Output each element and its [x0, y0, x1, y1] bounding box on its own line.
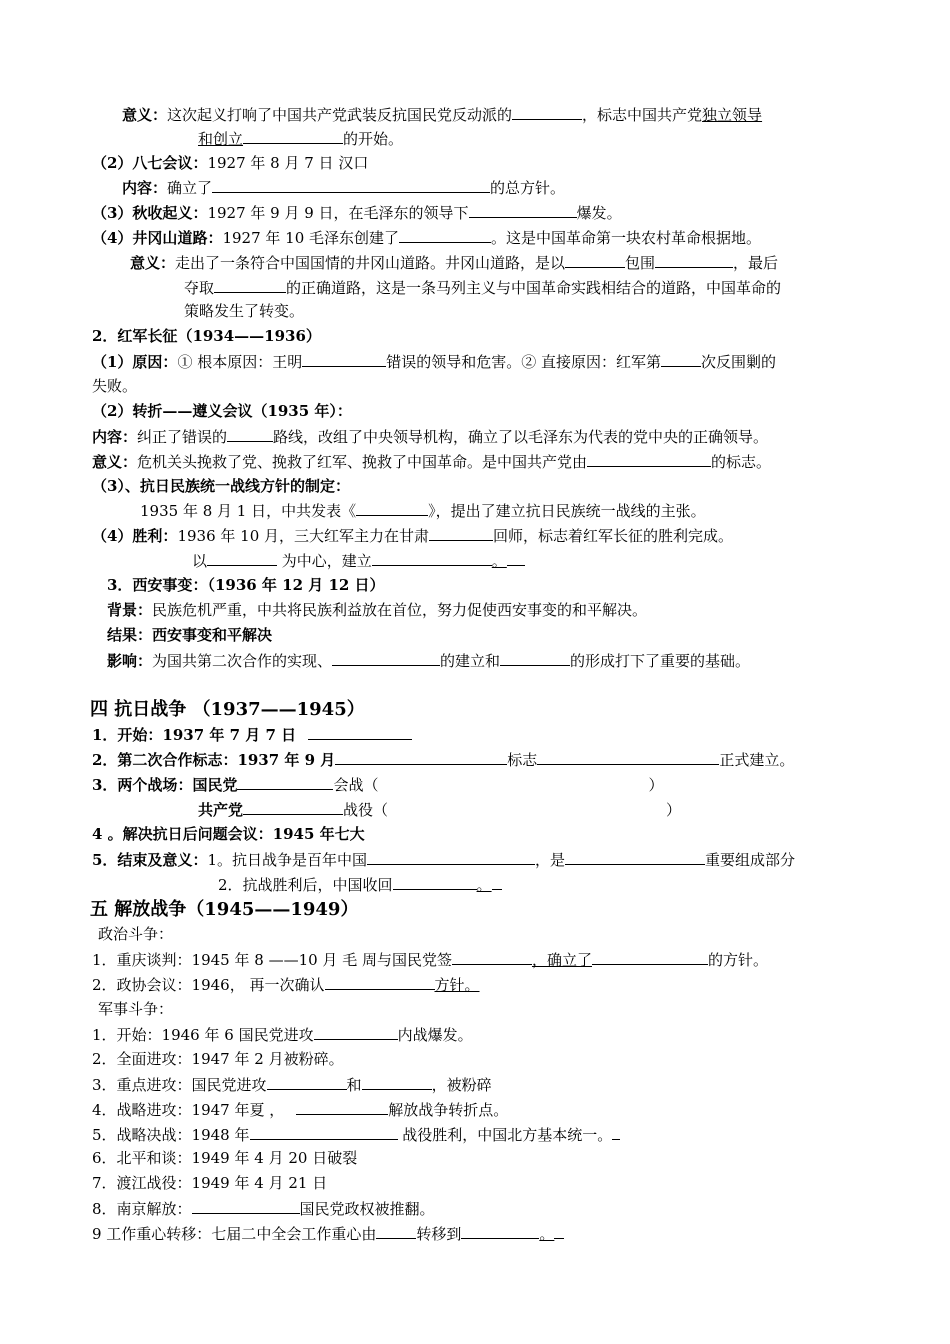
text: ）	[648, 776, 664, 794]
text: ① 根本原因：王明	[177, 353, 303, 371]
line-victory-2	[192, 550, 525, 571]
line-military	[98, 999, 173, 1019]
text: ）	[666, 801, 682, 819]
line-jinggangshan-meaning-2	[184, 277, 781, 298]
line-long-march-cause	[92, 351, 776, 372]
text: 9 工作重心转移：七届二中全会工作重心由	[92, 1225, 377, 1243]
blank[interactable]	[500, 650, 570, 666]
text: 路线，改组了中央领导机构，确立了以毛泽东为代表的党中央的正确领导。	[273, 428, 769, 446]
text: 走出了一条符合中国国情的井冈山道路。井冈山道路，是以	[175, 254, 566, 272]
text: 为国共第二次合作的实现、	[152, 652, 333, 670]
line-zunyi	[92, 401, 352, 421]
text: 1927 年 9 月 9 日，在毛泽东的领导下	[207, 204, 469, 222]
line-xian-background	[107, 600, 647, 620]
text: ，被粉碎	[431, 1076, 492, 1094]
text: 标志	[507, 751, 538, 769]
blank[interactable]	[461, 1223, 539, 1239]
line-uprising-meaning	[122, 104, 762, 125]
text: 政治斗争：	[98, 925, 174, 943]
blank[interactable]	[214, 277, 286, 293]
blank[interactable]	[554, 1223, 564, 1239]
line-victory	[92, 525, 733, 546]
text: 军事斗争：	[98, 1000, 174, 1018]
blank[interactable]	[335, 749, 507, 765]
label: 意义：	[130, 254, 176, 272]
text: ，最后	[733, 254, 779, 272]
line-long-march-cause-2	[92, 376, 137, 396]
heading: （2）转折——遵义会议（1935 年）：	[92, 402, 352, 420]
text: 的总方针。	[490, 179, 566, 197]
line-chongqing	[92, 949, 768, 970]
text: 》，提出了建立抗日民族统一战线的主张。	[428, 502, 706, 520]
text: 1936 年 10 月，三大红军主力在甘肃	[177, 527, 430, 545]
line-two-battlefields-cpc	[198, 799, 681, 820]
blank[interactable]	[587, 451, 711, 467]
text: 。	[539, 1225, 555, 1243]
line-autumn-harvest	[92, 202, 622, 223]
line-uprising-meaning-2	[198, 128, 403, 149]
blank[interactable]	[267, 1074, 347, 1090]
blank[interactable]	[372, 550, 492, 566]
line-jinggangshan	[92, 227, 761, 248]
blank[interactable]	[592, 949, 708, 965]
text: 的形成打下了重要的基础。	[570, 652, 751, 670]
text: 1935 年 8 月 1 日，中共发表《	[140, 502, 357, 520]
text: 重要组成部分	[705, 851, 796, 869]
text: 确立了	[167, 179, 213, 197]
text: 民族危机严重，中共将民族利益放在首位，努力促使西安事变的和平解决。	[152, 601, 648, 619]
text: 1。抗日战争是百年中国	[207, 851, 367, 869]
text: 解放战争转折点。	[388, 1101, 509, 1119]
line-key-offensive	[92, 1074, 492, 1095]
line-jinggangshan-meaning-3	[184, 301, 304, 321]
line-two-battlefields-kmt	[92, 774, 663, 795]
text: 2．政协会议：1946， 再一次确认	[92, 976, 325, 994]
text: 会战（	[333, 776, 379, 794]
text: 内战爆发。	[397, 1026, 473, 1044]
text: 结果：西安事变和平解决	[107, 626, 273, 644]
blank[interactable]	[314, 1024, 398, 1040]
blank[interactable]	[612, 1124, 620, 1140]
text: 4 。解决抗日后问题会议：1945 年七大	[92, 825, 365, 843]
line-xian-result	[107, 625, 272, 645]
line-zunyi-content	[92, 426, 768, 447]
blank[interactable]	[250, 1124, 398, 1140]
line-strategic-offensive	[92, 1099, 508, 1120]
text: 8．南京解放：	[92, 1200, 192, 1218]
text: 2．第二次合作标志：1937 年 9 月	[92, 751, 336, 769]
line-xian-incident	[107, 575, 385, 595]
line-jinggangshan-meaning	[130, 252, 778, 273]
heading: （1）原因：	[92, 353, 178, 371]
blank[interactable]	[655, 252, 733, 268]
text: 1．开始：1937 年 7 月 7 日	[92, 726, 297, 744]
text: 的标志。	[711, 453, 772, 471]
text: 爆发。	[576, 204, 622, 222]
text: 夺取	[184, 279, 215, 297]
section-long-march	[92, 326, 321, 346]
blank[interactable]	[243, 799, 343, 815]
heading: （2）八七会议：	[92, 154, 208, 172]
text: 1．开始：1946 年 6 国民党进攻	[92, 1026, 314, 1044]
text: 3．两个战场：国民党	[92, 776, 238, 794]
blank[interactable]	[507, 550, 525, 566]
text: 6．北平和谈：1949 年 4 月 20 日破裂	[92, 1149, 358, 1167]
text: 纠正了错误的	[137, 428, 228, 446]
blank[interactable]	[512, 104, 582, 120]
text: 国民党政权被推翻。	[299, 1200, 435, 1218]
heading: 2．红军长征（1934——1936）	[92, 327, 321, 345]
text: 的开始。	[343, 130, 404, 148]
text: 危机关头挽救了党、挽救了红军、挽救了中国革命。是中国共产党由	[137, 453, 588, 471]
blank[interactable]	[492, 874, 502, 890]
text: 3．重点进攻：国民党进攻	[92, 1076, 267, 1094]
blank[interactable]	[332, 650, 440, 666]
line-civil-war-start	[92, 1024, 473, 1045]
text: 战役胜利，中国北方基本统一。	[397, 1126, 613, 1144]
text: 。	[476, 876, 492, 894]
text: ，标志中国共产党	[582, 106, 703, 124]
heading: 五 解放战争（1945——1949）	[90, 899, 359, 920]
line-war-end	[92, 849, 795, 870]
text: 。这是中国革命第一块农村革命根据地。	[491, 229, 762, 247]
label: 内容：	[122, 179, 168, 197]
blank[interactable]	[393, 874, 477, 890]
text: 转移到	[416, 1225, 462, 1243]
label: 内容：	[92, 428, 138, 446]
heading: 四 抗日战争 （1937——1945）	[90, 699, 365, 720]
line-zunyi-meaning	[92, 451, 771, 472]
blank[interactable]	[565, 252, 625, 268]
text: 和	[346, 1076, 362, 1094]
text: 为中心，建立	[277, 552, 372, 570]
blank[interactable]	[227, 426, 273, 442]
text: 1．重庆谈判：1945 年 8 ——10 月 毛 周与国民党签	[92, 951, 452, 969]
text: 错误的领导和危害。② 直接原因：红军第	[386, 353, 662, 371]
text: 4．战略进攻：1947 年夏 ，	[92, 1101, 285, 1119]
blank[interactable]	[325, 974, 435, 990]
section-liberation-war	[90, 898, 358, 922]
blank[interactable]	[243, 128, 343, 144]
text: 。	[491, 552, 507, 570]
text: ，确立了	[531, 951, 592, 969]
line-august7-content	[122, 177, 565, 198]
text: ，是	[535, 851, 566, 869]
text: 1927 年 8 月 7 日 汉口	[207, 154, 369, 172]
line-war-start	[92, 724, 412, 745]
line-yangtze-crossing	[92, 1173, 327, 1193]
line-second-cooperation	[92, 749, 794, 770]
label: 背景：	[107, 601, 153, 619]
heading: （3）、抗日民族统一战线方针的制定：	[92, 477, 350, 495]
text: 的方针。	[707, 951, 768, 969]
text: 的正确道路，这是一条马列主义与中国革命实践相结合的道路，中国革命的	[286, 279, 782, 297]
text: 策略发生了转变。	[184, 302, 305, 320]
line-nanjing	[92, 1198, 435, 1219]
blank[interactable]	[452, 949, 532, 965]
text: 包围	[625, 254, 656, 272]
text: 次反围剿的	[701, 353, 777, 371]
line-united-front	[92, 476, 350, 496]
text: 2．抗战胜利后，中国收回	[218, 876, 393, 894]
label: 意义：	[92, 453, 138, 471]
line-decisive-battle	[92, 1124, 620, 1145]
blank[interactable]	[661, 351, 701, 367]
blank[interactable]	[212, 177, 490, 193]
text: 回师，标志着红军长征的胜利完成。	[493, 527, 734, 545]
heading: （3）秋收起义：	[92, 204, 208, 222]
label: 影响：	[107, 652, 153, 670]
underlined-text: 独立领导	[702, 106, 763, 124]
underlined-text: 和创立	[198, 130, 244, 148]
text: 这次起义打响了中国共产党武装反抗国民党反动派的	[167, 106, 513, 124]
blank[interactable]	[207, 550, 277, 566]
text: 的建立和	[440, 652, 501, 670]
text: 失败。	[92, 377, 138, 395]
line-full-offensive	[92, 1049, 344, 1069]
text: 共产党	[198, 801, 244, 819]
line-work-focus	[92, 1223, 564, 1244]
line-seventh-congress	[92, 824, 365, 844]
text: 以	[192, 552, 208, 570]
text: （1936 年 12 月 12 日）	[207, 576, 385, 594]
line-pcc	[92, 974, 480, 995]
blank[interactable]	[469, 202, 577, 218]
line-peiping-talks	[92, 1148, 357, 1168]
heading: （4）胜利：	[92, 527, 178, 545]
blank[interactable]	[296, 1099, 388, 1115]
text: 1927 年 10 毛泽东创建了	[222, 229, 400, 247]
text: 正式建立。	[719, 751, 795, 769]
text: 战役（	[343, 801, 389, 819]
line-august7-meeting	[92, 153, 368, 173]
blank[interactable]	[429, 525, 493, 541]
blank[interactable]	[367, 849, 535, 865]
blank[interactable]	[399, 227, 491, 243]
blank[interactable]	[356, 500, 428, 516]
label-meaning: 意义：	[122, 106, 168, 124]
blank[interactable]	[302, 351, 386, 367]
blank[interactable]	[565, 849, 705, 865]
line-xian-impact	[107, 650, 750, 671]
blank[interactable]	[362, 1074, 432, 1090]
blank[interactable]	[376, 1223, 416, 1239]
text: 5．战略决战：1948 年	[92, 1126, 250, 1144]
blank[interactable]	[537, 749, 719, 765]
heading: （4）井冈山道路：	[92, 229, 223, 247]
line-united-front-2	[140, 500, 706, 521]
text: 方针。	[434, 976, 480, 994]
section-anti-japanese-war	[90, 698, 365, 722]
text: 7．渡江战役：1949 年 4 月 21 日	[92, 1174, 328, 1192]
blank[interactable]	[308, 724, 412, 740]
heading: 3．西安事变：	[107, 576, 208, 594]
blank[interactable]	[237, 774, 333, 790]
text: 2．全面进攻：1947 年 2 月被粉碎。	[92, 1050, 344, 1068]
text: 5．结束及意义：	[92, 851, 208, 869]
line-war-end-2	[218, 874, 502, 895]
blank[interactable]	[192, 1198, 300, 1214]
line-political	[98, 924, 173, 944]
